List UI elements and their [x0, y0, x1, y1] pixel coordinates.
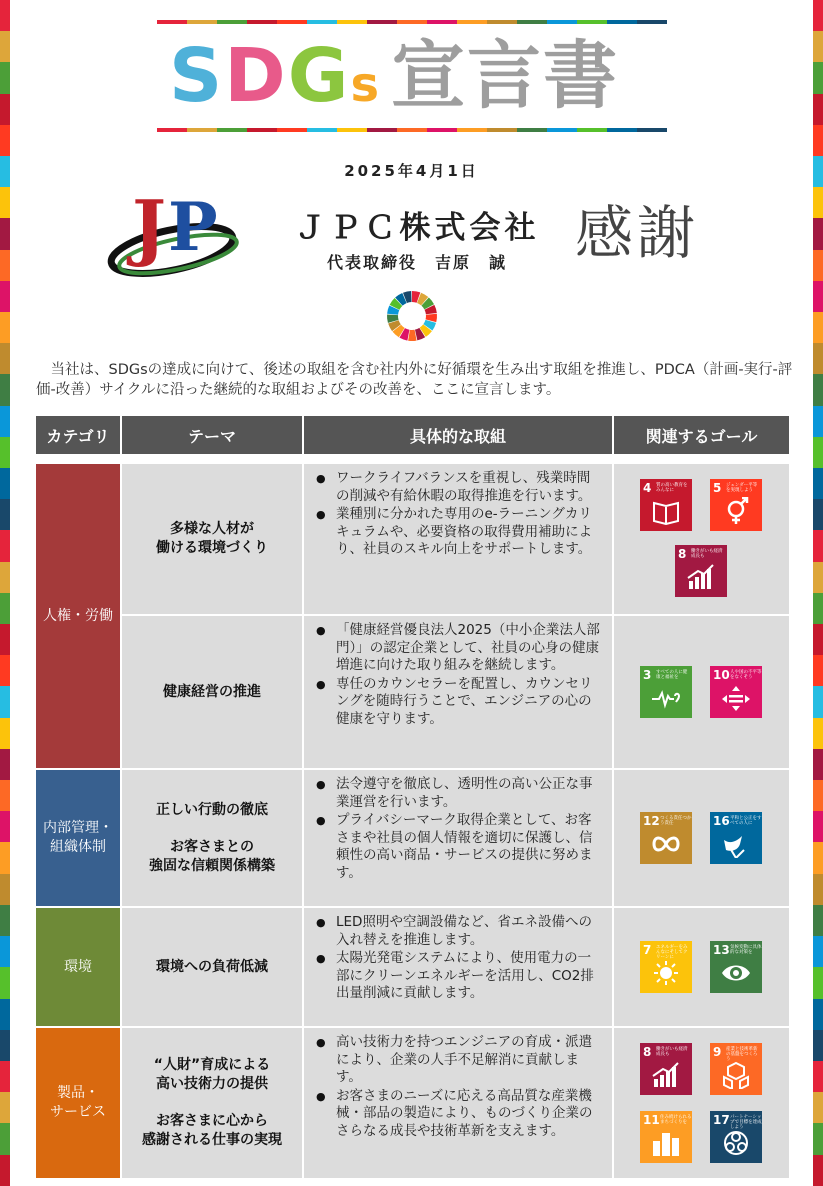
goal-label: パートナーシップで目標を達成しよう [730, 1115, 762, 1130]
color-segment [813, 562, 823, 593]
color-segment [217, 128, 247, 132]
goal-number: 16 [713, 814, 730, 828]
color-segment [0, 374, 10, 405]
theme-text: 環境への負荷低減 [156, 958, 268, 975]
logo-letter-j: J [132, 184, 167, 269]
theme-text: お客さまに心から 感謝される仕事の実現 [142, 1113, 282, 1148]
actions-list [316, 914, 602, 1003]
color-segment [813, 967, 823, 998]
category-cell: 環境 [36, 908, 120, 1026]
color-segment [367, 20, 397, 24]
color-segment [577, 128, 607, 132]
sdg-goal-8-icon [640, 1043, 692, 1095]
color-segment [307, 20, 337, 24]
color-segment [487, 128, 517, 132]
sdg-goal-10-icon [710, 666, 762, 718]
theme-text: “人財”育成による 高い技術力の提供 [153, 1057, 271, 1092]
color-segment [397, 20, 427, 24]
title-bottom-bar [157, 128, 667, 132]
sdg-goal-7-icon [640, 941, 692, 993]
goal-label: エネルギーをみんなにそしてクリーンに [656, 945, 688, 960]
color-segment [813, 499, 823, 530]
cubes-icon [720, 1061, 752, 1089]
actions-list [316, 1034, 602, 1140]
color-segment [813, 1030, 823, 1061]
color-segment [813, 312, 823, 343]
color-segment [0, 31, 10, 62]
color-segment [0, 780, 10, 811]
goal-label: すべての人に健康と福祉を [656, 670, 688, 680]
goal-label: 産業と技術革新の基盤をつくろう [726, 1047, 758, 1062]
action-item: ● 「健康経営優良法人2025（中小企業法人部門）」の認定企業として、社員の心身の健康増進に向けた取り組みを継続します。 [316, 622, 602, 675]
color-segment [813, 250, 823, 281]
color-segment [813, 406, 823, 437]
color-segment [813, 655, 823, 686]
theme-text: お客さまとの 強固な信頼関係構築 [149, 838, 275, 874]
color-segment [813, 874, 823, 905]
growth-chart-icon [650, 1061, 682, 1089]
goal-number: 8 [643, 1045, 652, 1059]
sdg-goal-13-icon [710, 941, 762, 993]
color-segment [0, 94, 10, 125]
goal-number: 9 [713, 1045, 722, 1059]
color-segment [277, 20, 307, 24]
action-item: ● ワークライフバランスを重視し、残業時間の削減や有給休暇の取得推進を行います。 [316, 470, 602, 505]
color-segment [577, 20, 607, 24]
theme-cell [122, 908, 302, 1026]
color-segment [813, 1061, 823, 1092]
signature-calligraphy: 感謝 [575, 199, 700, 267]
color-segment [813, 468, 823, 499]
color-segment [0, 999, 10, 1030]
action-item: ● お客さまのニーズに応える高品質な産業機械・部品の製造により、ものづくり企業のさらなる成長や技術革新を支えます。 [316, 1088, 602, 1141]
color-segment [813, 999, 823, 1030]
goals-cell [614, 908, 789, 1026]
color-segment [0, 343, 10, 374]
sdgs-wheel-icon [386, 290, 438, 342]
color-segment [0, 749, 10, 780]
category-cell: 人権・労働 [36, 464, 120, 768]
eye-globe-icon [720, 959, 752, 987]
color-segment [0, 499, 10, 530]
theme-cell [122, 464, 302, 614]
color-segment [517, 128, 547, 132]
goal-number: 8 [678, 547, 687, 561]
color-segment [0, 624, 10, 655]
actions-cell [304, 464, 612, 614]
sdg-goal-4-icon [640, 479, 692, 531]
color-segment [517, 20, 547, 24]
goal-number: 13 [713, 943, 730, 957]
color-segment [813, 842, 823, 873]
color-segment [487, 20, 517, 24]
color-segment [187, 20, 217, 24]
color-segment [427, 128, 457, 132]
color-segment [0, 936, 10, 967]
color-segment [0, 218, 10, 249]
color-segment [277, 128, 307, 132]
goal-label: 気候変動に具体的な対策を [730, 945, 762, 955]
color-segment [0, 530, 10, 561]
color-segment [427, 20, 457, 24]
color-segment [0, 1030, 10, 1061]
color-segment [0, 312, 10, 343]
color-segment [547, 20, 577, 24]
color-segment [813, 31, 823, 62]
color-segment [813, 187, 823, 218]
color-segment [0, 0, 10, 31]
sun-icon [650, 959, 682, 987]
declaration-date: 2025年4月1日 [344, 162, 479, 180]
color-segment [247, 128, 277, 132]
action-item: ● 高い技術力を持つエンジニアの育成・派遣により、企業の人手不足解消に貢献します。 [316, 1034, 602, 1087]
goal-number: 4 [643, 481, 652, 495]
growth-chart-icon [685, 563, 717, 591]
header-theme: テーマ [122, 416, 302, 454]
color-segment [337, 128, 367, 132]
color-segment [547, 128, 577, 132]
sdg-goal-5-icon [710, 479, 762, 531]
color-segment [187, 128, 217, 132]
actions-cell [304, 770, 612, 906]
color-segment [0, 811, 10, 842]
actions-cell [304, 908, 612, 1026]
goal-number: 7 [643, 943, 652, 957]
color-segment [0, 686, 10, 717]
color-segment [0, 468, 10, 499]
color-segment [0, 874, 10, 905]
goal-number: 5 [713, 481, 722, 495]
sdg-goal-3-icon [640, 666, 692, 718]
sdg-goal-8-icon [675, 545, 727, 597]
goal-label: 平和と公正をすべての人に [730, 816, 762, 826]
header-category: カテゴリ [36, 416, 120, 454]
color-segment [813, 686, 823, 717]
color-segment [813, 749, 823, 780]
title-banner [157, 20, 667, 132]
color-segment [813, 624, 823, 655]
color-segment [813, 780, 823, 811]
color-segment [813, 218, 823, 249]
company-logo [106, 180, 248, 278]
title-top-bar [157, 20, 667, 24]
goal-label: 質の高い教育をみんなに [656, 483, 688, 493]
actions-list [316, 776, 602, 882]
color-segment [337, 20, 367, 24]
color-segment [0, 905, 10, 936]
color-segment [457, 20, 487, 24]
color-segment [813, 0, 823, 31]
equality-icon [720, 684, 752, 712]
sdg-goal-9-icon [710, 1043, 762, 1095]
representative-name: 代表取締役 吉原 誠 [326, 253, 507, 272]
sdg-goal-12-icon [640, 812, 692, 864]
actions-cell [304, 616, 612, 768]
action-item: ● 業種別に分かれた専用のe-ラーニングカリキュラムや、必要資格の取得費用補助により、社員のスキル向上をサポートします。 [316, 506, 602, 559]
color-segment [307, 128, 337, 132]
buildings-icon [650, 1129, 682, 1157]
color-segment [0, 1092, 10, 1123]
color-segment [0, 593, 10, 624]
category-cell: 製品・ サービス [36, 1028, 120, 1178]
header-actions: 具体的な取組 [304, 416, 612, 454]
color-segment [0, 562, 10, 593]
theme-text: 多様な人材が 働ける環境づくり [156, 521, 268, 556]
color-segment [813, 437, 823, 468]
color-segment [367, 128, 397, 132]
goals-cell [614, 1028, 789, 1178]
color-segment [813, 1155, 823, 1186]
book-icon [650, 497, 682, 525]
heartbeat-icon [650, 684, 682, 712]
goal-number: 11 [643, 1113, 660, 1127]
color-segment [0, 250, 10, 281]
infinity-icon [650, 830, 682, 858]
color-segment [397, 128, 427, 132]
color-segment [607, 20, 637, 24]
color-segment [457, 128, 487, 132]
actions-list [316, 622, 602, 728]
color-segment [0, 655, 10, 686]
color-segment [0, 1061, 10, 1092]
goal-label: 住み続けられるまちづくりを [660, 1115, 692, 1125]
intro-statement: 当社は、SDGsの達成に向けて、後述の取組を含む社内外に好循環を生み出す取組を推進し、PDCA（計画-実行-評価-改善）サイクルに沿った継続的な取組およびその改善を、ここに宣言します。 [36, 362, 793, 398]
goals-cell [614, 616, 789, 768]
goals-cell [614, 770, 789, 906]
action-item: ● 法令遵守を徹底し、透明性の高い公正な事業運営を行います。 [316, 776, 602, 811]
theme-cell [122, 770, 302, 906]
theme-cell [122, 616, 302, 768]
action-item: ● 太陽光発電システムにより、使用電力の一部にクリーンエネルギーを活用し、CO2排出量削減に貢献します。 [316, 950, 602, 1003]
color-segment [607, 128, 637, 132]
gender-icon [720, 497, 752, 525]
color-segment [0, 406, 10, 437]
color-segment [813, 125, 823, 156]
category-cell: 内部管理・ 組織体制 [36, 770, 120, 906]
color-segment [0, 842, 10, 873]
theme-text: 正しい行動の徹底 [156, 801, 268, 818]
dove-icon [720, 830, 752, 858]
goal-label: 働きがいも経済成長も [691, 549, 723, 559]
color-segment [0, 281, 10, 312]
partnership-icon [720, 1129, 752, 1157]
sdg-goal-16-icon [710, 812, 762, 864]
color-segment [813, 374, 823, 405]
color-segment [813, 530, 823, 561]
wheel-segment [408, 330, 416, 341]
color-segment [0, 1123, 10, 1154]
color-segment [0, 967, 10, 998]
company-name: ＪＰＣ株式会社 [294, 210, 540, 246]
color-segment [813, 1092, 823, 1123]
color-segment [813, 62, 823, 93]
goal-number: 3 [643, 668, 652, 682]
color-segment [813, 94, 823, 125]
goals-cell [614, 464, 789, 614]
goal-label: 働きがいも経済成長も [656, 1047, 688, 1057]
color-segment [0, 718, 10, 749]
color-segment [247, 20, 277, 24]
action-item: ● プライバシーマーク取得企業として、お客さまや社員の個人情報を適切に保護し、信頼性の高い商品・サービスの提供に努めます。 [316, 812, 602, 882]
header-goals: 関連するゴール [614, 416, 789, 454]
logo-letter-p: P [168, 188, 218, 266]
goal-label: ジェンダー平等を実現しよう [726, 483, 758, 493]
goal-label: 人や国の不平等をなくそう [730, 670, 762, 680]
color-segment [217, 20, 247, 24]
actions-list [316, 470, 602, 559]
color-segment [0, 125, 10, 156]
actions-cell [304, 1028, 612, 1178]
color-segment [637, 128, 667, 132]
color-segment [813, 281, 823, 312]
color-segment [637, 20, 667, 24]
color-segment [813, 936, 823, 967]
page-title: SDGs 宣言書 [169, 33, 620, 119]
color-segment [813, 718, 823, 749]
color-segment [0, 62, 10, 93]
goal-number: 17 [713, 1113, 730, 1127]
action-item: ● 専任のカウンセラーを配置し、カウンセリングを随時行うことで、エンジニアの心の健康を守ります。 [316, 676, 602, 729]
color-segment [813, 593, 823, 624]
sdg-goal-11-icon [640, 1111, 692, 1163]
color-segment [157, 128, 187, 132]
action-item: ● LED照明や空調設備など、省エネ設備への入れ替えを推進します。 [316, 914, 602, 949]
color-segment [0, 187, 10, 218]
color-segment [0, 1155, 10, 1186]
theme-text: 健康経営の推進 [163, 683, 261, 700]
color-segment [813, 343, 823, 374]
theme-cell [122, 1028, 302, 1178]
color-segment [813, 811, 823, 842]
color-segment [157, 20, 187, 24]
goal-label: つくる責任つかう責任 [660, 816, 692, 826]
color-segment [813, 905, 823, 936]
sdg-goal-17-icon [710, 1111, 762, 1163]
goal-number: 12 [643, 814, 660, 828]
color-segment [0, 437, 10, 468]
color-segment [813, 1123, 823, 1154]
goal-number: 10 [713, 668, 730, 682]
